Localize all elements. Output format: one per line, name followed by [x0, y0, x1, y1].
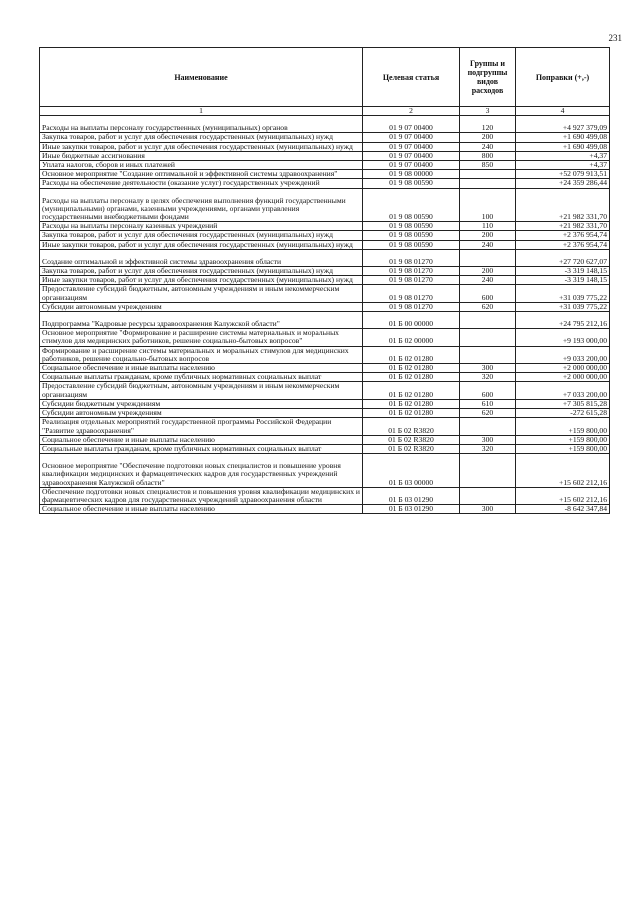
row-name: Субсидии бюджетным учреждениям: [40, 399, 363, 408]
row-group-code: 610: [460, 399, 516, 408]
row-group-code: 800: [460, 151, 516, 160]
row-target-code: 01 9 08 01270: [363, 267, 460, 276]
table-row: [40, 312, 610, 329]
row-name: Подпрограмма "Кадровые ресурсы здравоохранения Калужской области": [40, 312, 363, 329]
row-target-code: 01 9 08 01270: [363, 302, 460, 311]
row-amount: +159 800,00: [516, 444, 610, 453]
row-name: Иные закупки товаров, работ и услуг для обеспечения государственных (муниципальных) нужд: [40, 240, 363, 249]
table-row: [40, 188, 610, 222]
row-name: Предоставление субсидий бюджетным, автономным учреждениям и иным некоммерческим организациям: [40, 382, 363, 399]
table-row: [40, 240, 610, 249]
row-name: Социальное обеспечение и иные выплаты населению: [40, 364, 363, 373]
column-number: 2: [363, 107, 460, 116]
row-target-code: 01 9 07 00400: [363, 133, 460, 142]
row-group-code: 320: [460, 444, 516, 453]
row-name: Иные бюджетные ассигнования: [40, 151, 363, 160]
row-target-code: 01 Б 03 00000: [363, 454, 460, 488]
row-target-code: 01 9 08 00590: [363, 222, 460, 231]
row-amount: +4,37: [516, 161, 610, 170]
row-name: Расходы на обеспечение деятельности (оказание услуг) государственных учреждений: [40, 179, 363, 188]
row-group-code: 300: [460, 435, 516, 444]
row-name: Закупка товаров, работ и услуг для обеспечения государственных (муниципальных) нужд: [40, 133, 363, 142]
table-row: [40, 505, 610, 514]
row-name: Социальное обеспечение и иные выплаты населению: [40, 505, 363, 514]
row-name: Закупка товаров, работ и услуг для обеспечения государственных (муниципальных) нужд: [40, 231, 363, 240]
row-target-code: 01 9 08 00590: [363, 231, 460, 240]
row-amount: +21 982 331,70: [516, 188, 610, 222]
row-amount: +4 927 379,09: [516, 116, 610, 133]
row-name: Иные закупки товаров, работ и услуг для обеспечения государственных (муниципальных) нужд: [40, 142, 363, 151]
column-number: 3: [460, 107, 516, 116]
table-header-row: [40, 48, 610, 107]
row-target-code: 01 9 07 00400: [363, 142, 460, 151]
budget-table: [39, 47, 610, 514]
row-amount: +7 033 200,00: [516, 382, 610, 399]
row-amount: +24 795 212,16: [516, 312, 610, 329]
row-group-code: [460, 346, 516, 363]
row-target-code: 01 Б 03 01290: [363, 505, 460, 514]
row-amount: -3 319 148,15: [516, 276, 610, 285]
row-amount: -3 319 148,15: [516, 267, 610, 276]
row-group-code: [460, 170, 516, 179]
row-group-code: 600: [460, 285, 516, 302]
row-group-code: 200: [460, 267, 516, 276]
row-amount: +1 690 499,08: [516, 142, 610, 151]
row-group-code: [460, 454, 516, 488]
row-amount: +27 720 627,07: [516, 249, 610, 266]
table-row: [40, 249, 610, 266]
row-group-code: 110: [460, 222, 516, 231]
row-group-code: [460, 329, 516, 346]
row-target-code: 01 9 08 00000: [363, 170, 460, 179]
row-group-code: 600: [460, 382, 516, 399]
row-name: Реализация отдельных мероприятий государственной программы Российской Федерации "Развитие здравоохранения": [40, 418, 363, 435]
table-row: [40, 285, 610, 302]
row-target-code: 01 9 07 00400: [363, 161, 460, 170]
page-number: 231: [608, 33, 622, 43]
row-amount: +2 000 000,00: [516, 364, 610, 373]
row-name: Расходы на выплаты персоналу в целях обеспечения выполнения функций государственными (муниципальными) органами, казенными учреждениями, органами управления государственными внебюджетными фондами: [40, 188, 363, 222]
row-name: Субсидии автономным учреждениям: [40, 302, 363, 311]
row-amount: +2 376 954,74: [516, 231, 610, 240]
table-row: [40, 231, 610, 240]
row-amount: +1 690 499,08: [516, 133, 610, 142]
row-target-code: 01 9 07 00400: [363, 116, 460, 133]
row-group-code: [460, 418, 516, 435]
row-name: Уплата налогов, сборов и иных платежей: [40, 161, 363, 170]
table-row: [40, 329, 610, 346]
header-groups: Группы и подгруппы видов расходов: [460, 48, 516, 107]
row-target-code: 01 Б 02 R3820: [363, 435, 460, 444]
row-target-code: 01 Б 02 01280: [363, 373, 460, 382]
row-name: Социальные выплаты гражданам, кроме публичных нормативных социальных выплат: [40, 444, 363, 453]
table-row: [40, 487, 610, 504]
row-amount: +9 033 200,00: [516, 346, 610, 363]
row-name: Предоставление субсидий бюджетным, автономным учреждениям и иным некоммерческим организациям: [40, 285, 363, 302]
row-name: Обеспечение подготовки новых специалистов и повышения уровня квалификации медицинских и фармацевтических кадров для государственных учреждений здравоохранения области: [40, 487, 363, 504]
row-target-code: 01 Б 02 01280: [363, 399, 460, 408]
table-row: [40, 142, 610, 151]
row-target-code: 01 Б 02 01280: [363, 346, 460, 363]
row-target-code: 01 Б 02 01280: [363, 382, 460, 399]
table-row: [40, 133, 610, 142]
row-group-code: 100: [460, 188, 516, 222]
column-number: 4: [516, 107, 610, 116]
row-group-code: 620: [460, 302, 516, 311]
table-row: [40, 382, 610, 399]
column-number-row: [40, 107, 610, 116]
row-amount: +159 800,00: [516, 435, 610, 444]
row-amount: +2 376 954,74: [516, 240, 610, 249]
header-amount: Поправки (+,-): [516, 48, 610, 107]
table-row: [40, 346, 610, 363]
row-target-code: 01 9 08 00590: [363, 240, 460, 249]
row-amount: +9 193 000,00: [516, 329, 610, 346]
row-name: Создание оптимальной и эффективной системы здравоохранения области: [40, 249, 363, 266]
row-amount: +2 000 000,00: [516, 373, 610, 382]
row-group-code: 240: [460, 240, 516, 249]
table-row: [40, 418, 610, 435]
row-target-code: 01 9 07 00400: [363, 151, 460, 160]
row-amount: +31 039 775,22: [516, 302, 610, 311]
row-group-code: 200: [460, 133, 516, 142]
table-row: [40, 116, 610, 133]
row-group-code: 620: [460, 409, 516, 418]
row-group-code: 200: [460, 231, 516, 240]
table-row: [40, 302, 610, 311]
row-name: Субсидии автономным учреждениям: [40, 409, 363, 418]
row-group-code: [460, 487, 516, 504]
row-name: Формирование и расширение системы материальных и моральных стимулов для медицинских работников, решение социально-бытовых вопросов: [40, 346, 363, 363]
column-number: 1: [40, 107, 363, 116]
row-group-code: 300: [460, 364, 516, 373]
row-name: Социальное обеспечение и иные выплаты населению: [40, 435, 363, 444]
row-amount: -8 642 347,84: [516, 505, 610, 514]
table-row: [40, 179, 610, 188]
row-name: Закупка товаров, работ и услуг для обеспечения государственных (муниципальных) нужд: [40, 267, 363, 276]
row-target-code: 01 Б 02 R3820: [363, 418, 460, 435]
row-group-code: 300: [460, 505, 516, 514]
row-amount: +24 359 286,44: [516, 179, 610, 188]
row-name: Социальные выплаты гражданам, кроме публичных нормативных социальных выплат: [40, 373, 363, 382]
row-group-code: [460, 179, 516, 188]
row-amount: +4,37: [516, 151, 610, 160]
row-name: Иные закупки товаров, работ и услуг для обеспечения государственных (муниципальных) нужд: [40, 276, 363, 285]
row-amount: +159 800,00: [516, 418, 610, 435]
row-group-code: 120: [460, 116, 516, 133]
row-name: Расходы на выплаты персоналу казенных учреждений: [40, 222, 363, 231]
row-amount: -272 615,28: [516, 409, 610, 418]
table-body: [40, 116, 610, 514]
row-target-code: 01 Б 02 01280: [363, 364, 460, 373]
row-target-code: 01 9 08 01270: [363, 249, 460, 266]
row-target-code: 01 Б 02 01280: [363, 409, 460, 418]
row-name: Расходы на выплаты персоналу государственных (муниципальных) органов: [40, 116, 363, 133]
table-row: [40, 454, 610, 488]
row-group-code: 240: [460, 142, 516, 151]
row-name: Основное мероприятие "Обеспечение подготовки новых специалистов и повышение уровня квалификации медицинских и фармацевтических кадров для государственных учреждений здравоохранения Калужской области": [40, 454, 363, 488]
row-amount: +31 039 775,22: [516, 285, 610, 302]
row-group-code: 850: [460, 161, 516, 170]
row-group-code: 320: [460, 373, 516, 382]
row-target-code: 01 9 08 00590: [363, 179, 460, 188]
row-target-code: 01 9 08 00590: [363, 188, 460, 222]
header-target: Целевая статья: [363, 48, 460, 107]
table-row: [40, 444, 610, 453]
row-group-code: [460, 312, 516, 329]
row-target-code: 01 Б 02 00000: [363, 329, 460, 346]
row-group-code: [460, 249, 516, 266]
row-group-code: 240: [460, 276, 516, 285]
row-amount: +15 602 212,16: [516, 487, 610, 504]
row-name: Основное мероприятие "Формирование и расширение системы материальных и моральных стимулов для медицинских работников, решение социально-бытовых вопросов": [40, 329, 363, 346]
row-amount: +7 305 815,28: [516, 399, 610, 408]
row-amount: +15 602 212,16: [516, 454, 610, 488]
row-target-code: 01 Б 02 R3820: [363, 444, 460, 453]
row-name: Основное мероприятие "Создание оптимальной и эффективной системы здравоохранения": [40, 170, 363, 179]
row-target-code: 01 9 08 01270: [363, 276, 460, 285]
row-target-code: 01 9 08 01270: [363, 285, 460, 302]
row-target-code: 01 Б 00 00000: [363, 312, 460, 329]
header-name: Наименование: [40, 48, 363, 107]
row-amount: +21 982 331,70: [516, 222, 610, 231]
row-target-code: 01 Б 03 01290: [363, 487, 460, 504]
row-amount: +52 079 913,51: [516, 170, 610, 179]
